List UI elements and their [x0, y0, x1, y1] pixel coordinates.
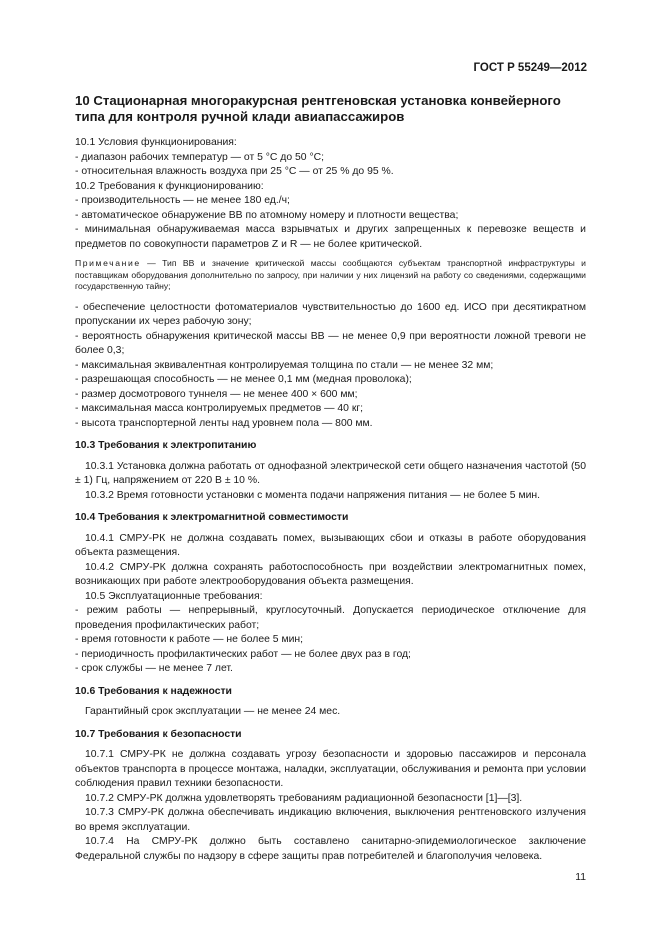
section-title: 10 Стационарная многоракурсная рентгеновская установка конвейерного типа для контроля ручной клади авиапассажиров: [75, 93, 561, 124]
paragraph: 10.7.2 СМРУ-РК должна удовлетворять требованиям радиационной безопасности [1]—[3].: [85, 792, 523, 804]
paragraph: 10.1 Условия функционирования:: [75, 137, 237, 148]
list-item: - автоматическое обнаружение ВВ по атомному номеру и плотности вещества;: [75, 209, 459, 221]
list-item: - вероятность обнаружения критической массы ВВ — не менее 0,9 при вероятности ложной тревоги не более 0,3;: [75, 330, 586, 356]
subsection-heading: 10.7 Требования к безопасности: [75, 728, 242, 740]
list-item: - размер досмотрового туннеля — не менее 400 × 600 мм;: [75, 388, 358, 400]
list-item: - периодичность профилактических работ — не более двух раз в год;: [75, 648, 411, 660]
page-content: [75, 93, 586, 864]
list-item: - режим работы — непрерывный, круглосуточный. Допускается периодическое отключение для проведения профилактических работ;: [75, 605, 586, 631]
paragraph: 10.5 Эксплуатационные требования:: [85, 590, 263, 602]
subsection-heading: 10.3 Требования к электропитанию: [75, 440, 257, 451]
paragraph: 10.4.1 СМРУ-РК не должна создавать помех, вызывающих сбои и отказы в работе оборудования объекта размещения.: [75, 532, 586, 558]
paragraph: 10.2 Требования к функционированию:: [75, 180, 264, 192]
list-item: - максимальная масса контролируемых предметов — 40 кг;: [75, 403, 364, 414]
list-item: - диапазон рабочих температур — от 5 °С до 50 °С;: [75, 151, 325, 163]
paragraph: 10.4.2 СМРУ-РК должна сохранять работоспособность при воздействии электромагнитных помех, возникающих при работе электрооборудования объекта размещения.: [75, 561, 586, 587]
note-label: Примечание: [75, 258, 141, 268]
note: [75, 258, 586, 293]
note-text: — Тип ВВ и значение критической массы сообщаются субъектам транспортной инфраструктуры и поставщикам оборудования дополнительно по запросу, при наличии у них лицензий на работу со сведениями, содержащими государственную тайну;: [75, 258, 586, 291]
list-item: - обеспечение целостности фотоматериалов чувствительностью до 1600 ед. ИСО при десятикратном пропускании их через рабочую зону;: [75, 301, 586, 327]
list-item: - высота транспортерной ленты над уровнем пола — 800 мм.: [75, 417, 373, 429]
list-item: - максимальная эквивалентная контролируемая толщина по стали — не менее 32 мм;: [75, 359, 494, 371]
paragraph: 10.3.1 Установка должна работать от однофазной электрической сети общего назначения частотой (50 ± 1) Гц, напряжением от 220 В ± 10 %.: [75, 460, 586, 486]
page-number: 11: [575, 872, 586, 883]
list-item: - разрешающая способность — не менее 0,1 мм (медная проволока);: [75, 374, 412, 385]
list-item: - срок службы — не менее 7 лет.: [75, 663, 233, 674]
list-item: - минимальная обнаруживаемая масса взрывчатых и других запрещенных к перевозке веществ и предметов по совокупности параметров Z и R — не более критической.: [75, 224, 586, 250]
list-item: - время готовности к работе — не более 5 мин;: [75, 634, 304, 645]
document-code: ГОСТ Р 55249—2012: [473, 62, 587, 74]
paragraph: Гарантийный срок эксплуатации — не менее 24 мес.: [85, 706, 341, 717]
list-item: - производительность — не менее 180 ед./ч;: [75, 195, 290, 206]
paragraph: 10.7.3 СМРУ-РК должна обеспечивать индикацию включения, выключения рентгеновского излучения во время эксплуатации.: [75, 807, 586, 833]
paragraph: 10.3.2 Время готовности установки с момента подачи напряжения питания — не более 5 мин.: [85, 489, 541, 501]
subsection-heading: 10.6 Требования к надежности: [75, 685, 232, 697]
paragraph: 10.7.4 На СМРУ-РК должно быть составлено санитарно-эпидемиологическое заключение Федеральной службы по надзору в сфере защиты прав потребителей и благополучия человека.: [75, 836, 586, 862]
subsection-heading: 10.4 Требования к электромагнитной совместимости: [75, 512, 349, 523]
paragraph: 10.7.1 СМРУ-РК не должна создавать угрозу безопасности и здоровью пассажиров и персонала объектов транспорта в процессе монтажа, наладки, эксплуатации, обслуживания и ремонта при условии соблюдения правил техники безопасности.: [75, 749, 586, 789]
list-item: - относительная влажность воздуха при 25 °С — от 25 % до 95 %.: [75, 166, 394, 177]
